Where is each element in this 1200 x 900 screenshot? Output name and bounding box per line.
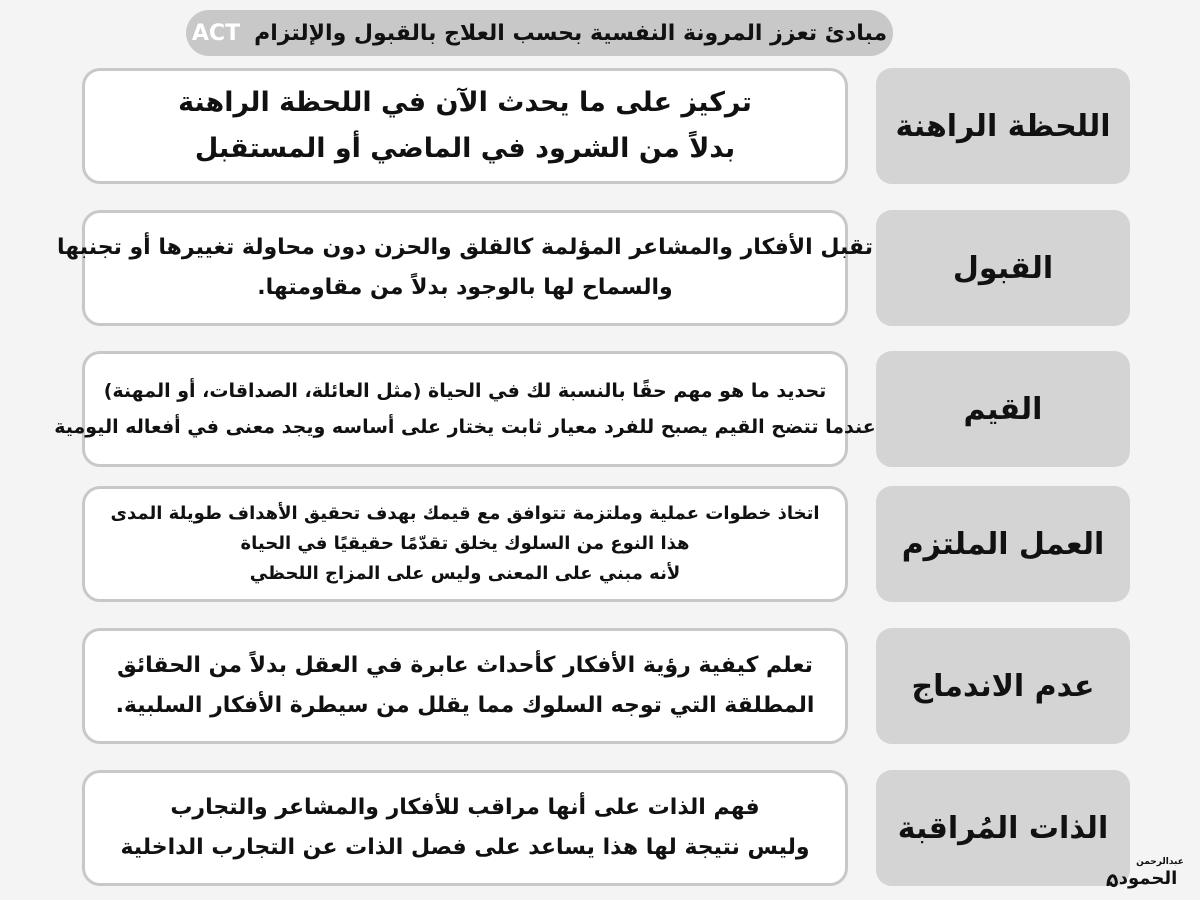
principle-row-defusion xyxy=(0,628,1200,748)
description-line: عندما تتضح القيم يصبح للفرد معيار ثابت يختار على أساسه ويجد معنى في أفعاله اليومية xyxy=(54,416,876,438)
svg-text:عبدالرحمن: عبدالرحمن xyxy=(1136,857,1184,867)
principle-label: عدم الاندماج xyxy=(876,628,1130,744)
principle-label: اللحظة الراهنة xyxy=(876,68,1130,184)
description-line: تقبل الأفكار والمشاعر المؤلمة كالقلق والحزن دون محاولة تغييرها أو تجنبها xyxy=(56,235,874,260)
principle-row-present-moment xyxy=(0,68,1200,188)
principle-description xyxy=(82,68,848,184)
description-line: فهم الذات على أنها مراقب للأفكار والمشاعر والتجارب xyxy=(170,795,760,820)
act-badge: ACT xyxy=(191,20,241,46)
page-title xyxy=(186,10,893,56)
principle-row-committed-action xyxy=(0,486,1200,606)
description-line: لأنه مبني على المعنى وليس على المزاج اللحظي xyxy=(249,563,681,584)
principle-label: القبول xyxy=(876,210,1130,326)
description-line: المطلقة التي توجه السلوك مما يقلل من سيطرة الأفكار السلبية. xyxy=(115,693,815,718)
description-line: تعلم كيفية رؤية الأفكار كأحداث عابرة في العقل بدلاً من الحقائق xyxy=(117,653,813,678)
description-line: هذا النوع من السلوك يخلق تقدّمًا حقيقيًا في الحياة xyxy=(240,533,690,554)
signature-logo xyxy=(1104,852,1184,892)
svg-text:الحمود: الحمود xyxy=(1118,868,1178,889)
principle-description xyxy=(54,351,876,467)
principle-row-observing-self xyxy=(0,770,1200,890)
description-line: تحديد ما هو مهم حقًا بالنسبة لك في الحياة (مثل العائلة، الصداقات، أو المهنة) xyxy=(103,380,827,402)
principle-label: القيم xyxy=(876,351,1130,467)
principle-row-values xyxy=(0,351,1200,471)
description-line: والسماح لها بالوجود بدلاً من مقاومتها. xyxy=(257,275,673,300)
principle-description xyxy=(56,210,874,326)
title-text: مبادئ تعزز المرونة النفسية بحسب العلاج بالقبول والإلتزام xyxy=(254,20,888,46)
principle-label: الذات المُراقبة xyxy=(876,770,1130,886)
description-line: وليس نتيجة لها هذا يساعد على فصل الذات عن التجارب الداخلية xyxy=(120,835,810,860)
principle-description xyxy=(82,770,848,886)
principle-description xyxy=(82,486,848,602)
principle-description xyxy=(82,628,848,744)
principle-label: العمل الملتزم xyxy=(876,486,1130,602)
description-line: بدلاً من الشرود في الماضي أو المستقبل xyxy=(194,133,736,164)
description-line: تركيز على ما يحدث الآن في اللحظة الراهنة xyxy=(178,87,752,118)
principle-row-acceptance xyxy=(0,210,1200,330)
description-line: اتخاذ خطوات عملية وملتزمة تتوافق مع قيمك بهدف تحقيق الأهداف طويلة المدى xyxy=(110,503,820,524)
